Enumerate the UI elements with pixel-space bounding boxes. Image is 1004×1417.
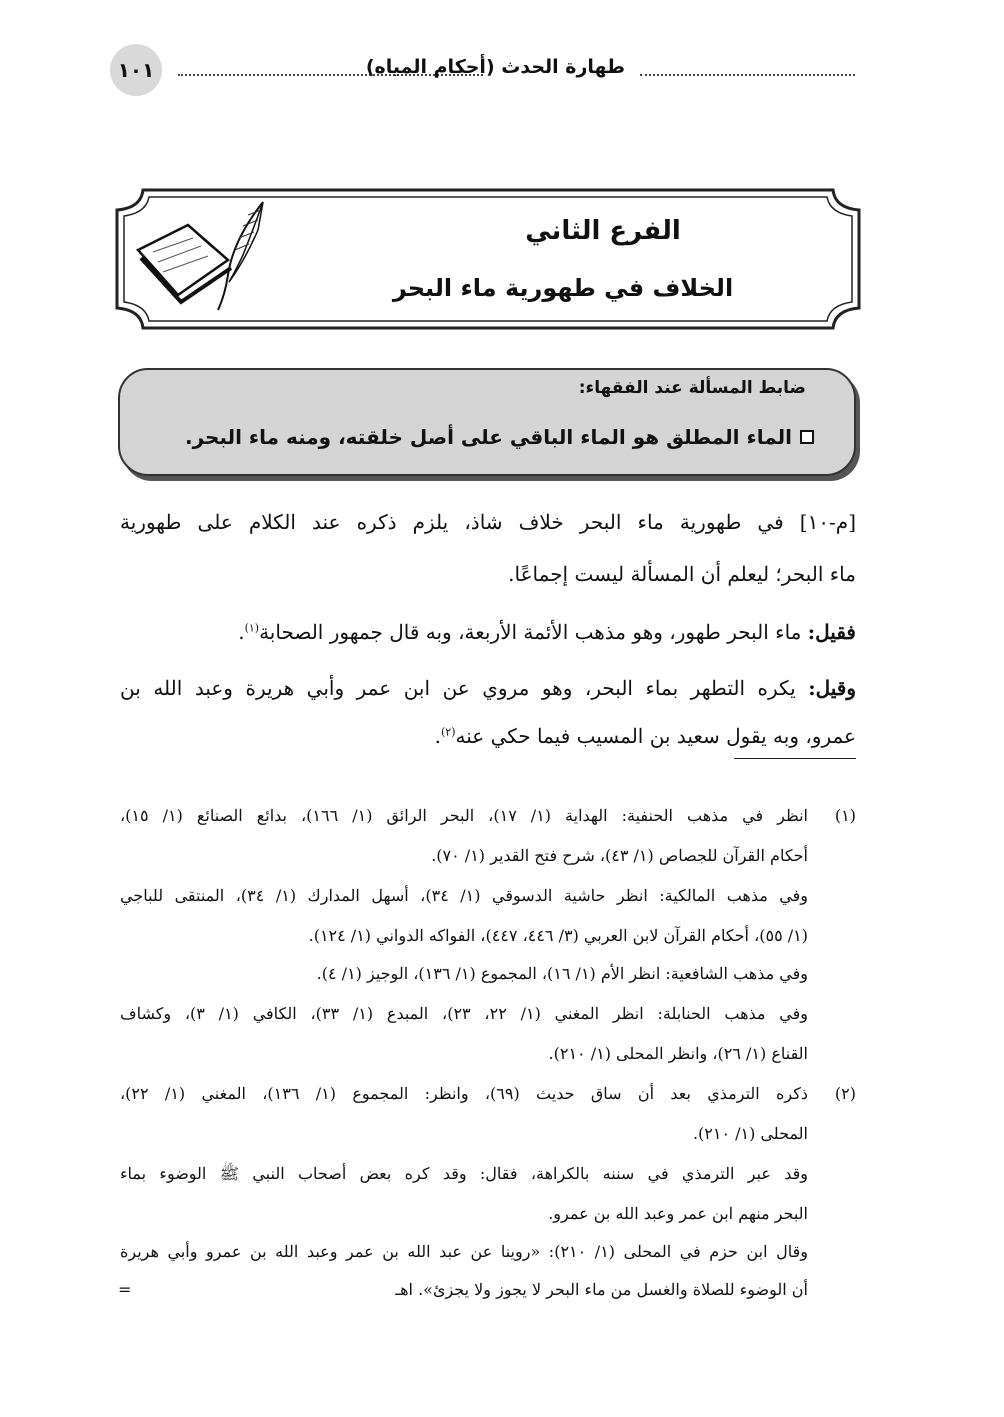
branch-title: الفرع الثاني [525,216,681,246]
footnote-1-line: أحكام القرآن للجصاص (١/ ٤٣)، شرح فتح القدير (١/ ٧٠). [431,846,808,865]
rule-line [185,425,814,449]
footnote-1-line: القناع (١/ ٢٦)، وانظر المحلى (١/ ٢١٠). [548,1044,808,1063]
footnote-ref-2[interactable]: (٢) [441,725,456,739]
footnote-2-line: وقال ابن حزم في المحلى (١/ ٢١٠): «روينا عن عبد الله بن عمر وعبد الله بن عمرو وأبي هريرة [120,1242,809,1261]
footnote-1-line: وفي مذهب الشافعية: انظر الأم (١/ ١٦)، المجموع (١/ ١٣٦)، الوجيز (١/ ٤). [316,964,808,983]
footnote-2-line: ذكره الترمذي بعد أن ساق حديث (٦٩)، وانظر: المجموع (١/ ١٣٦)، المغني (١/ ٢٢)، [120,1084,808,1103]
header-dotted-rule-right [640,74,855,76]
rule-text: الماء المطلق هو الماء الباقي على أصل خلقته، ومنه ماء البحر. [184,425,792,449]
paragraph-2-end: . [238,620,245,644]
paragraph-2 [238,620,856,644]
paragraph-1-line-1: [م-١٠] في طهورية ماء البحر خلاف شاذ، يلزم ذكره عند الكلام على طهورية [120,510,856,534]
paragraph-2-text: ماء البحر طهور، وهو مذهب الأئمة الأربعة، وبه قال جمهور الصحابة [259,620,808,644]
running-title: طهارة الحدث (أحكام المياه) [365,56,625,78]
footnote-2-line: المحلى (١/ ٢١٠). [692,1124,808,1143]
section-title: الخلاف في طهورية ماء البحر [392,274,734,302]
footnote-1-number: (١) [834,806,856,825]
rule-box [118,368,856,476]
footnote-separator [734,758,856,759]
paragraph-3-end: . [434,724,441,748]
paragraph-2-lead: فقيل: [807,620,856,644]
paragraph-3-line-2 [435,724,856,748]
page-header [110,44,855,100]
paragraph-3-line-2-text: عمرو، وبه يقول سعيد بن المسيب فيما حكي عنه [455,724,856,748]
checkbox-icon [800,430,814,444]
continuation-mark: = [118,1280,132,1299]
footnote-2-line: البحر منهم ابن عمر وعبد الله بن عمرو. [548,1204,808,1223]
page-number: ١٠١ [110,44,162,96]
footnote-2-line: أن الوضوء للصلاة والغسل من ماء البحر لا يجوز ولا يجزئ». اهـ [395,1280,808,1299]
footnote-2-line: وقد عبر الترمذي في سننه بالكراهة، فقال: وقد كره بعض أصحاب النبي ﷺ الوضوء بماء [120,1164,808,1183]
footnote-1-line: وفي مذهب المالكية: انظر حاشية الدسوقي (١/ ٣٤)، أسهل المدارك (١/ ٣٤)، المنتقى للباجي [120,886,809,905]
paragraph-3-text: يكره التطهر بماء البحر، وهو مروي عن ابن عمر وأبي هريرة وعبد الله بن [120,676,809,700]
footnote-2-number: (٢) [834,1084,856,1103]
footnote-1-line: وفي مذهب الحنابلة: انظر المغني (١/ ٢٢، ٢٣)، المبدع (١/ ٣٣)، الكافي (١/ ٣)، وكشاف [120,1004,808,1023]
section-title-frame [113,186,863,332]
footnote-1-line: انظر في مذهب الحنفية: الهداية (١/ ١٧)، البحر الرائق (١/ ١٦٦)، بدائع الصنائع (١/ ١٥)، [120,806,808,825]
paragraph-3-line-1 [120,676,856,700]
book-and-quill-icon [133,200,273,315]
footnote-ref-1[interactable]: (١) [244,621,260,635]
rule-heading: ضابط المسألة عند الفقهاء: [578,378,806,398]
footnote-1-line: (١/ ٥٥)، أحكام القرآن لابن العربي (٣/ ٤٤٦، ٤٤٧)، الفواكه الدواني (١/ ١٢٤). [308,926,808,945]
paragraph-3-lead: وقيل: [808,676,856,700]
paragraph-1-line-2: ماء البحر؛ ليعلم أن المسألة ليست إجماعًا. [508,562,856,586]
